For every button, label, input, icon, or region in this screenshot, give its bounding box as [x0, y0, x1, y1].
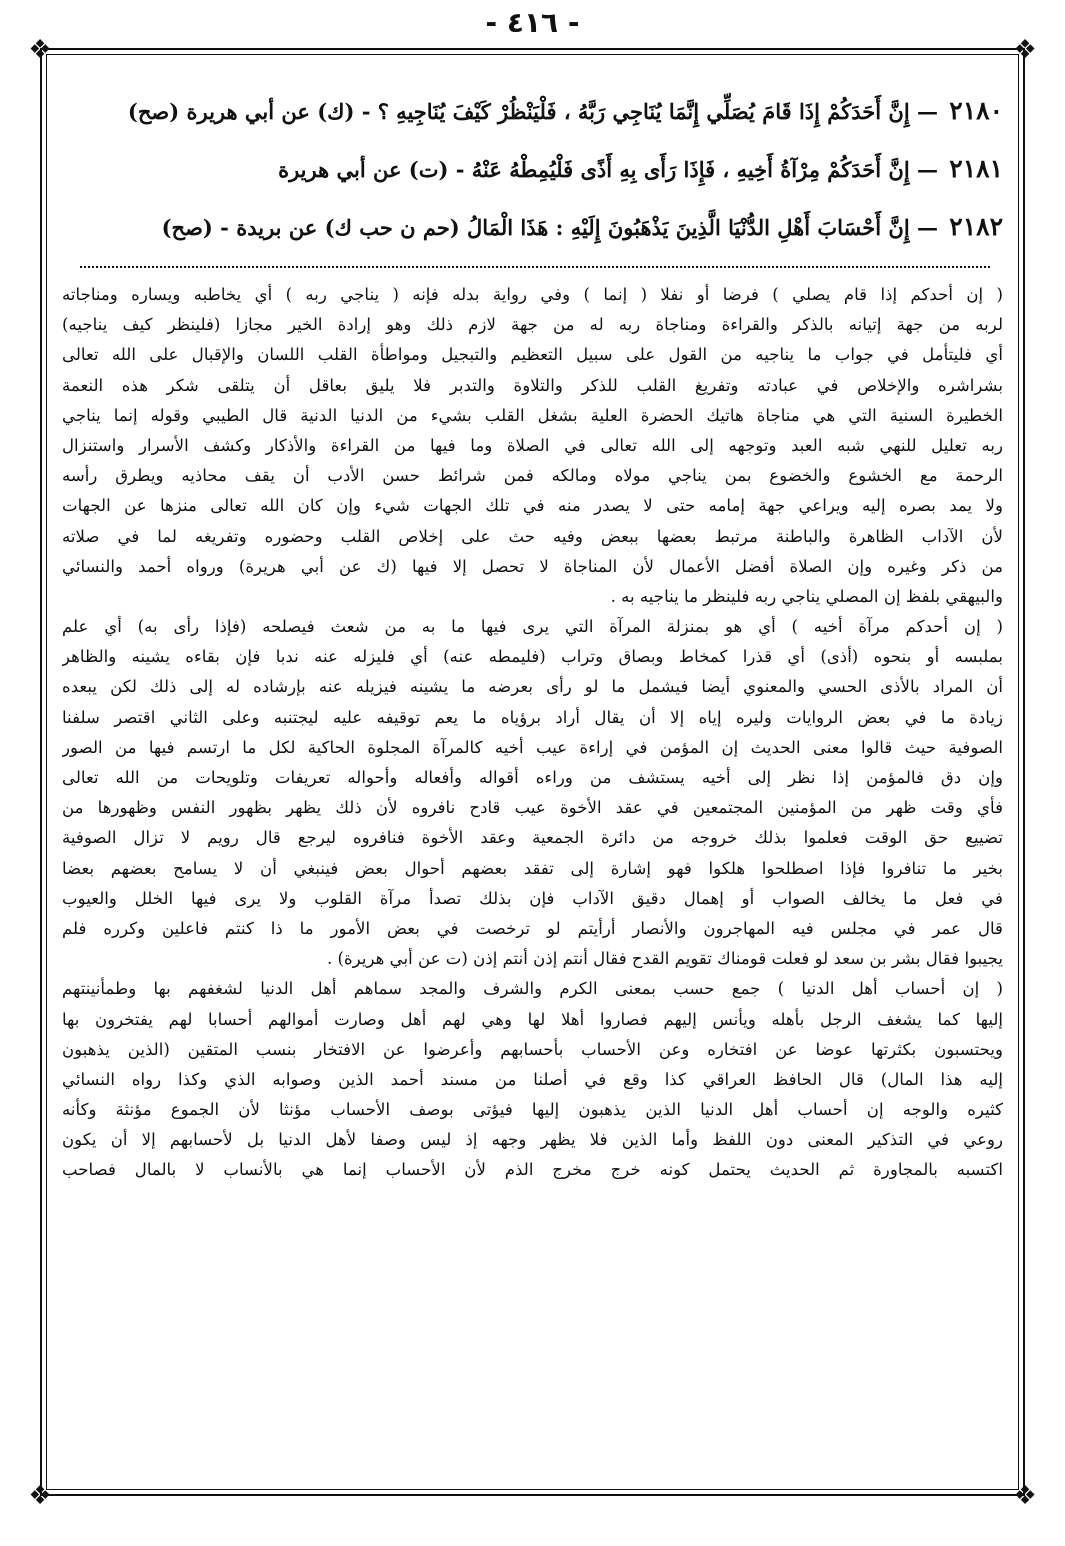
commentary-line: لربه من جهة إتيانه بالذكر والقراءة ومناجاة ربه له من جهة لازم ذلك وهو إرادة الخير مجازا (فلينظر كيف يناجيه) [62, 315, 1003, 335]
commentary-line: وإن دق فالمؤمن إذا نظر إلى أخيه يستشف من وراءه أقواله وأفعاله وأحواله تعريفات وتلويحات من الله تعالى [62, 768, 1003, 787]
commentary-line: إليها كما يشغف الرجل بأهله ويأنس إليهم فصاروا أهلا لها وهي لهم أهل وصارت أموالهم أحسابا لهم يفتخرون بها [62, 1009, 1003, 1029]
commentary-line: قال عمر في مجلس فيه المهاجرون والأنصار أرأيتم لو ترخصت في بعض الأمور ما ذا كنتم فاعلين وكرره فلم [62, 918, 1003, 938]
commentary-line: إليه هذا المال) قال الحافظ العراقي كذا وقع في أصلنا من مسند أحمد الذين وصوابه الذي وكذا رواه النسائي [62, 1069, 1003, 1089]
commentary-line: يجيبوا فقال بشر بن سعد لو فعلت قومناك تقويم القدح فقال أنتم إذن أنتم إذن (ت عن أبي هريرة) . [326, 949, 1003, 969]
commentary-line: زيادة ما في بعض الروايات وليره إياه إلا أن يقال أراد برؤياه ما يعم توقيفه عليه ليجتنبه وعلى الثاني اقتصر سلفنا [62, 707, 1003, 727]
commentary-line: اكتسبه بالمجاورة ثم الحديث يحتمل كونه خرج مخرج الذم لأن الأحساب إنما هي بالأنساب لا بالمال فصاحب [62, 1160, 1003, 1180]
commentary-line: من ذكر وغيره وإن الصلاة أفضل الأعمال لأن المناجاة لا تحصل إلا فيها (ك عن أبي هريرة) ورواه أحمد والنسائي [62, 556, 1003, 576]
commentary-line: ( إن أحساب أهل الدنيا ) جمع حسب بمعنى الكرم والشرف والمجد سماهم أهل الدنيا لشغفهم بها وطمأنينتهم [62, 979, 1003, 999]
commentary-line: ربه تعليل للنهي شبه العبد وتوجهه إلى الله تعالى في الصلاة وما فيها من القراءة والأذكار وكشف الأسرار واستنزال [62, 435, 1003, 455]
hadith-number: ٢١٨٢ [949, 212, 1003, 241]
commentary [62, 280, 1003, 1186]
hadith-entry [62, 82, 1003, 140]
corner-ornament-icon: ❖ [28, 1481, 52, 1511]
commentary-line: روعي في التذكير المعنى دون اللفظ وأما الذين فلا يظهر وجهه إذ ليس وصفا لأهل الدنيا بل لأحسابهم إلا أن يكون [62, 1130, 1003, 1150]
commentary-line: في فعل ما يخالف الصواب أو إهمال دقيق الآداب فإن بذلك تصدأ مرآة القلوب ولا يرى فيها الخلل والعيوب [62, 888, 1003, 908]
hadith-list [62, 82, 1003, 256]
commentary-line: ( إن أحدكم إذا قام يصلي ) فرضا أو نفلا ( إنما ) وفي رواية بدله فإنه ( يناجي ربه ) أي يخاطبه ويساره ومناجاته [62, 285, 1003, 304]
commentary-line: تضييع حق الوقت فعلموا بذلك خروجه من دائرة الجمعية وعقد الأخوة فنافروه ليرجع قال رويم لا تزال الصوفية [62, 828, 1003, 848]
commentary-line: لأن الآداب الظاهرة والباطنة مرتبط بعضها ببعض وفيه حث على إخلاص القلب وحضوره وتفريغه لما في صلاته [62, 526, 1003, 546]
commentary-line: ولا يمد بصره إليه ويراعي جهة إمامه حتى لا يصدر منه في تلك الجهات شيء وإن كان الله تعالى منزها عن الجهات [62, 496, 1003, 516]
commentary-paragraph [62, 280, 1003, 612]
commentary-line: فأي وقت ظهر من المؤمنين المجتمعين في عقد الأخوة عيب قادح نافروه لأن ذلك يظهر بظهور النفس وظهورها من [62, 798, 1003, 818]
commentary-line: بشراشره والإخلاص في عبادته وتفريغ القلب للذكر والتلاوة والتدبر فلا يليق بعاقل أن يتلقى شكر هذه النعمة [62, 375, 1003, 395]
commentary-line: أن المراد بالأذى الحسي والمعنوي أيضا فيشمل ما لو رأى بعرضه ما يشينه فيزيله عنه بإرشاده له إلى ذلك لكن يبعده [62, 677, 1003, 697]
corner-ornament-icon: ❖ [28, 35, 52, 65]
commentary-paragraph [62, 612, 1003, 974]
commentary-line: ويحتسبون بكثرتها عوضا عن افتخاره وعن الأحساب بأحسابهم وأعرضوا عن الافتخار بنسب المتقين (الذين يذهبون [62, 1039, 1003, 1059]
commentary-line: بخير ما تنافروا فإذا اصطلحوا هلكوا فهو إشارة إلى تفقد بعضهم أحوال بعض فينبغي أن لا يسامح بعضهم بعضا [62, 858, 1003, 878]
commentary-line: ( إن أحدكم مرآة أخيه ) أي هو بمنزلة المرآة التي يرى فيها ما به من شعث فيصلحه (فإذا رأى به) أي علم [62, 617, 1003, 637]
corner-ornament-icon: ❖ [1013, 1481, 1037, 1511]
commentary-line: الصوفية حيث قالوا معنى الحديث إن المؤمن في إراءة عيب أخيه كالمرآة المجلوة الحاكية لكل ما ارتسم فيها من الصور [62, 737, 1003, 757]
corner-ornament-icon: ❖ [1013, 35, 1037, 65]
commentary-line: الخطيرة السنية التي هي مناجاة هاتيك الحضرة العلية بشغل القلب بشيء من الدنيا الدنية قال الطيبي وقوله إنما يناجي [62, 405, 1003, 425]
hadith-entry [62, 140, 1003, 198]
hadith-number: ٢١٨١ [949, 154, 1003, 183]
hadith-number: ٢١٨٠ [949, 96, 1003, 125]
commentary-line: كثيره والوجه إن أحساب أهل الدنيا الذين يذهبون إليها فيؤتى بوصف الأحساب مؤنثا لأن الجموع مؤنثة وكأنه [62, 1100, 1003, 1120]
hadith-text: — إِنَّ أَحْسَابَ أَهْلِ الدُّنْيَا الَّذِينَ يَذْهَبُونَ إِلَيْهِ : هَذَا الْمَالُ (حم ن حب ك) عن بريدة - (صح) [161, 215, 938, 240]
hadith-text: — إِنَّ أَحَدَكُمْ إِذَا قَامَ يُصَلِّي إِنَّمَا يُنَاجِي رَبَّهُ ، فَلْيَنْظُرْ كَيْفَ يُنَاجِيهِ ؟ - (ك) عن أبي هريرة (صح) [127, 99, 938, 124]
dotted-divider [80, 266, 990, 268]
commentary-line: الرحمة مع الخشوع والخضوع بمن يناجي مولاه ومالكه فمن شرائط حسن الأدب أن يقف محاذيه ويطرق رأسه [62, 466, 1003, 486]
commentary-line: أي فليتأمل في جواب ما يناجيه من القول على سبيل التعظيم والتبجيل ومواطأة القلب اللسان والإقبال على الله تعالى [62, 345, 1003, 365]
hadith-entry [62, 198, 1003, 256]
commentary-line: بملبسه أو بنحوه (أذى) أي قذرا كمخاط وبصاق وتراب (فليمطه عنه) أي فليزله عنه ندبا فإن بقاءه يشينه والظاهر [62, 647, 1003, 667]
commentary-line: والبيهقي بلفظ إن المصلي يناجي ربه فلينظر ما يناجيه به . [610, 586, 1003, 606]
hadith-text: — إِنَّ أَحَدَكُمْ مِرْآةُ أَخِيهِ ، فَإِذَا رَأَى بِهِ أَذًى فَلْيُمِطْهُ عَنْهُ - (ت) عن أبي هريرة [278, 157, 938, 182]
commentary-paragraph [62, 974, 1003, 1185]
page-number: - ٤١٦ - [485, 6, 580, 39]
